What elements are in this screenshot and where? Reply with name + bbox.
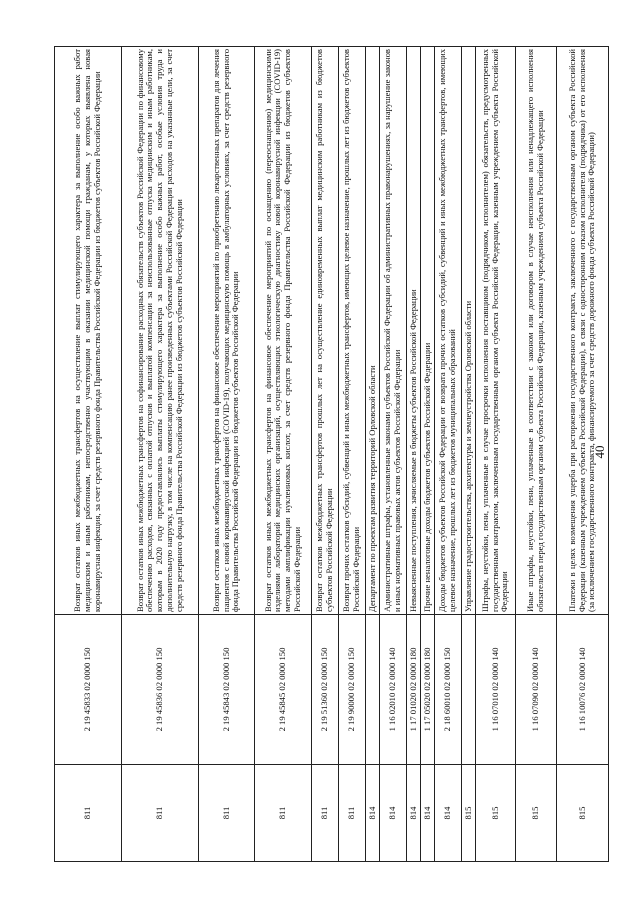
budget-code-cell: 1 16 10076 02 0000 140 [557,615,609,765]
admin-code-cell: 814 [366,765,380,862]
revenue-name-cell: Возврат остатков иных межбюджетных трансфертов на софинансирование расходных обязательств субъектов Российской Федерации по финансовому обеспечению расходов, связанных с оплатой отпусков и выплатой компенсации за неиспользованные отпуска медицинским и иным работникам, которым в 2020 году предоставлялись выплаты стимулирующего характера за выполнение особо важных работ, особые условия труда и дополнительную нагрузку, в том числе на компенсацию ранее произведенных субъектами Российской Федерации расходов на указанные цели, за счет средств резервного фонда Правительства Российской Федерации из бюджетов субъектов Российской Федерации [122,47,199,615]
table-row [421,47,435,862]
budget-code-cell: 2 19 45833 02 0000 150 [55,615,122,765]
budget-code-cell: 2 19 51360 02 0000 150 [312,615,339,765]
admin-code-cell: 811 [339,765,366,862]
budget-code-cell [462,615,476,765]
table-container [54,47,609,862]
budget-code-cell: 2 19 45843 02 0000 150 [199,615,255,765]
page-number: 40 [592,445,607,459]
budget-code-cell: 1 17 05020 02 0000 180 [421,615,435,765]
table-row [199,47,255,862]
revenue-name-cell: Возврат остатков иных межбюджетных трансфертов на финансовое обеспечение мероприятий по приобретению лекарственных препаратов для лечения пациентов с новой коронавирусной инфекцией (COVID-19), получающих медицинскую помощь в амбулаторных условиях, за счет средств резервного фонда Правительства Российской Федерации из бюджетов субъектов Российской Федерации [199,47,255,615]
budget-code-cell: 2 18 60010 02 0000 150 [435,615,462,765]
revenue-name-cell: Возврат остатков иных межбюджетных трансфертов на осуществление выплат стимулирующего характера за выполнение особо важных работ медицинским и иным работникам, непосредственно участвующим в оказании медицинской помощи гражданам, у которых выявлена новая коронавирусная инфекция, за счет средств резервного фонда Правительства Российской Федерации из бюджетов субъектов Российской Федерации [55,47,122,615]
department-heading: Управление градостроительства, архитектуры и землеустройства Орловской области [462,47,476,615]
section-heading-row [366,47,380,862]
revenue-name-cell: Невыясненные поступления, зачисляемые в бюджеты субъектов Российской Федерации [407,47,421,615]
table-row [55,47,122,862]
table-row [312,47,339,862]
admin-code-cell: 811 [122,765,199,862]
admin-code-cell: 815 [557,765,609,862]
budget-code-cell: 2 19 45845 02 0000 150 [255,615,312,765]
budget-code-cell: 2 19 45836 02 0000 150 [122,615,199,765]
table-row [122,47,199,862]
revenue-name-cell: Возврат прочих остатков субсидий, субвенций и иных межбюджетных трансфертов, имеющих целевое назначение, прошлых лет из бюджетов субъектов Российской Федерации [339,47,366,615]
department-heading: Департамент по проектам развития территорий Орловской области [366,47,380,615]
budget-code-cell [366,615,380,765]
admin-code-cell: 815 [462,765,476,862]
table-row [435,47,462,862]
revenue-name-cell: Иные штрафы, неустойки, пени, уплаченные в соответствии с законом или договором в случае неисполнения или ненадлежащего исполнения обязательств перед государственным органом субъекта Российской Федерации, казенным учреждением субъекта Российской Федерации [516,47,557,615]
admin-code-cell: 814 [380,765,407,862]
revenue-name-cell: Штрафы, неустойки, пени, уплаченные в случае просрочки исполнения поставщиком (подрядчиком, исполнителем) обязательств, предусмотренных государственным контрактом, заключенным государственным органом субъекта Российской Федерации, казенным учреждением субъекта Российской Федерации [476,47,516,615]
admin-code-cell: 811 [55,765,122,862]
revenue-codes-table [54,46,609,862]
admin-code-cell: 815 [476,765,516,862]
revenue-name-cell: Платежи в целях возмещения ущерба при расторжении государственного контракта, заключенного с государственным органом субъекта Российской Федерации (казенным учреждением субъекта Российской Федерации), в связи с односторонним отказом исполнителя (подрядчика) от его исполнения (за исключением государственного контракта, финансируемого за счет средств дорожного фонда субъекта Российской Федерации) [557,47,609,615]
table-row [255,47,312,862]
admin-code-cell: 814 [407,765,421,862]
budget-code-cell: 1 17 01020 02 0000 180 [407,615,421,765]
table-row [476,47,516,862]
table-row [339,47,366,862]
table-row [380,47,407,862]
budget-code-cell: 1 16 02010 02 0000 140 [380,615,407,765]
revenue-name-cell: Административные штрафы, установленные законами субъектов Российской Федерации об административных правонарушениях, за нарушение законов и иных нормативных правовых актов субъектов Российской Федерации [380,47,407,615]
budget-code-cell: 2 19 90000 02 0000 150 [339,615,366,765]
revenue-name-cell: Доходы бюджетов субъектов Российской Федерации от возврата прочих остатков субсидий, субвенций и иных межбюджетных трансфертов, имеющих целевое назначение, прошлых лет из бюджетов муниципальных образований [435,47,462,615]
admin-code-cell: 815 [516,765,557,862]
table-row [516,47,557,862]
section-heading-row [462,47,476,862]
admin-code-cell: 814 [435,765,462,862]
revenue-name-cell: Прочие неналоговые доходы бюджетов субъектов Российской Федерации [421,47,435,615]
table-row [557,47,609,862]
revenue-name-cell: Возврат остатков межбюджетных трансфертов прошлых лет на осуществление единовременных выплат медицинским работникам из бюджетов субъектов Российской Федерации [312,47,339,615]
admin-code-cell: 811 [199,765,255,862]
revenue-name-cell: Возврат остатков иных межбюджетных трансфертов на финансовое обеспечение мероприятий по оснащению (переоснащению) медицинскими изделиями лабораторий медицинских организаций, осуществляющих этиологическую диагностику новой коронавирусной инфекции (COVID-19) методами амплификации нуклеиновых кислот, за счет средств резервного фонда Правительства Российской Федерации из бюджетов субъектов Российской Федерации [255,47,312,615]
budget-code-cell: 1 16 07090 02 0000 140 [516,615,557,765]
admin-code-cell: 814 [421,765,435,862]
budget-code-cell: 1 16 07010 02 0000 140 [476,615,516,765]
table-row [407,47,421,862]
admin-code-cell: 811 [255,765,312,862]
admin-code-cell: 811 [312,765,339,862]
